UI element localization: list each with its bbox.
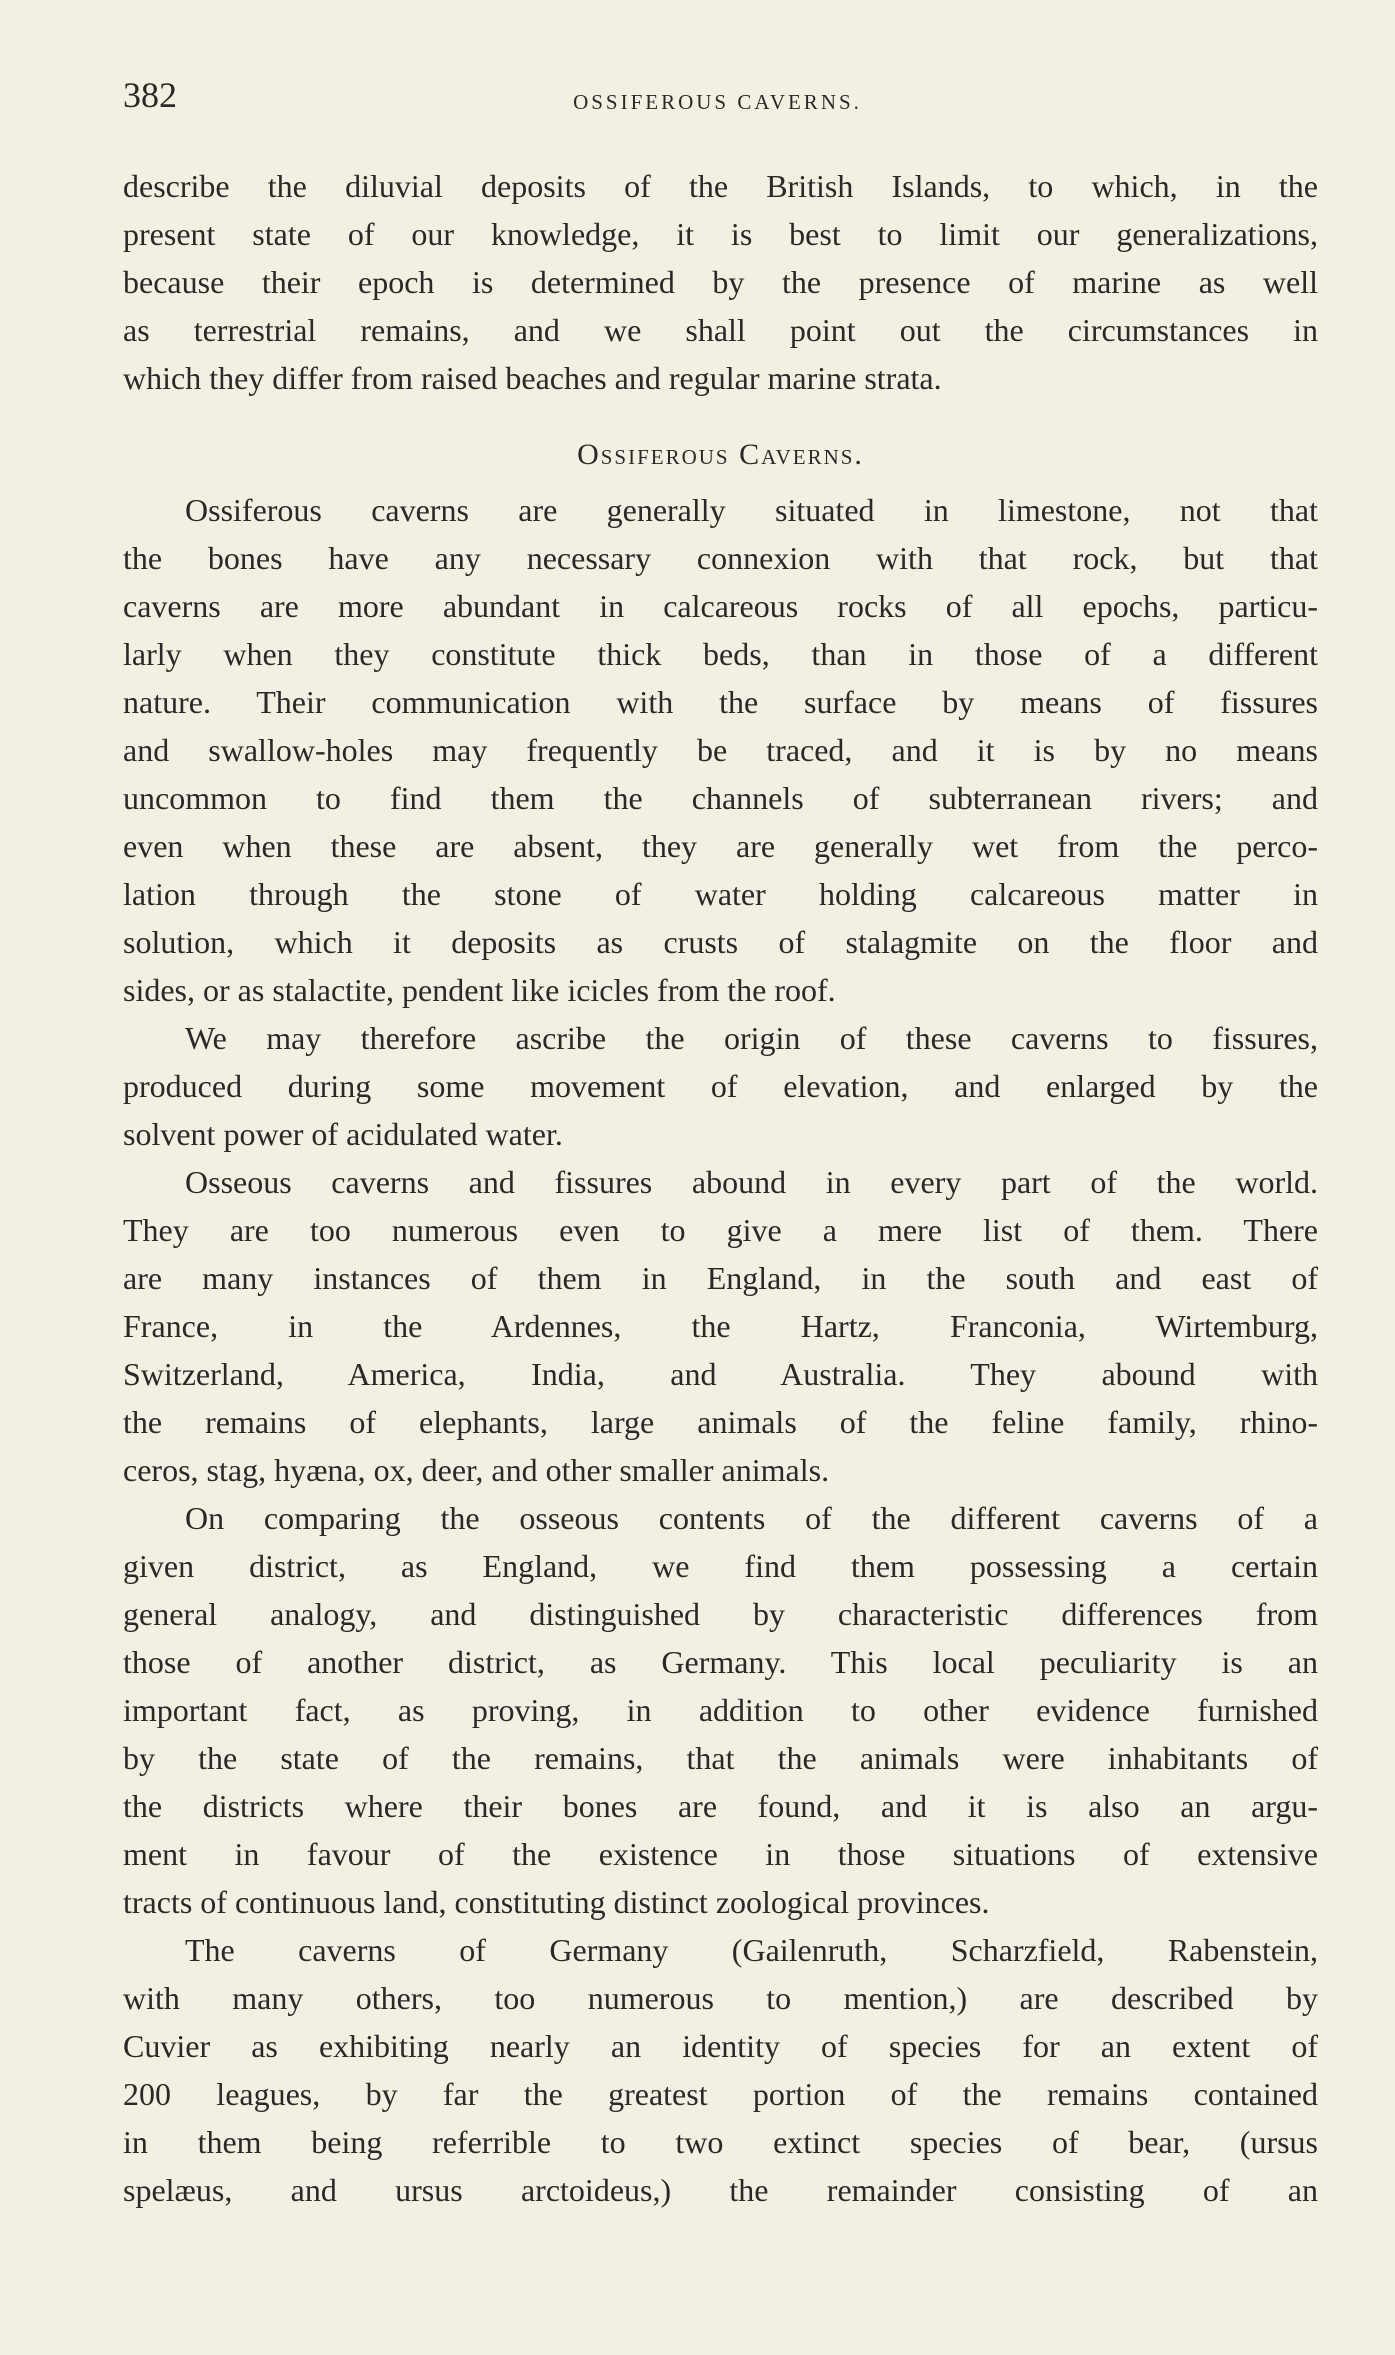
text-line: ceros, stag, hyæna, ox, deer, and other smaller animals. [123, 1452, 830, 1488]
text-line: caverns are more abundant in calcareous rocks of all epochs, particu- [123, 588, 1318, 624]
text-line: 200 leagues, by far the greatest portion of the remains contained [123, 2076, 1318, 2112]
text-line: France, in the Ardennes, the Hartz, Franconia, Wirtemburg, [123, 1308, 1318, 1344]
text-line: given district, as England, we find them possessing a certain [123, 1548, 1318, 1584]
paragraph [123, 1158, 1318, 1494]
text-line: which they differ from raised beaches and regular marine strata. [123, 360, 942, 396]
paragraph [123, 162, 1318, 402]
text-line: lation through the stone of water holding calcareous matter in [123, 876, 1318, 912]
text-line: general analogy, and distinguished by characteristic differences from [123, 1596, 1318, 1632]
paragraph [123, 486, 1318, 1014]
running-title: OSSIFEROUS CAVERNS. [573, 90, 862, 114]
text-line: even when these are absent, they are generally wet from the perco- [123, 828, 1318, 864]
paragraphs [123, 486, 1318, 2214]
text-line: We may therefore ascribe the origin of these caverns to fissures, [185, 1020, 1318, 1056]
text-line: because their epoch is determined by the presence of marine as well [123, 264, 1318, 300]
page-number: 382 [123, 75, 177, 115]
text-line: produced during some movement of elevation, and enlarged by the [123, 1068, 1318, 1104]
text-line: solvent power of acidulated water. [123, 1116, 563, 1152]
text-line: the districts where their bones are found, and it is also an argu- [123, 1788, 1318, 1824]
text-line: On comparing the osseous contents of the different caverns of a [185, 1500, 1318, 1536]
paragraph [123, 1494, 1318, 1926]
text-line: as terrestrial remains, and we shall point out the circumstances in [123, 312, 1318, 348]
text-line: nature. Their communication with the surface by means of fissures [123, 684, 1318, 720]
text-line: the remains of elephants, large animals of the feline family, rhino- [123, 1404, 1318, 1440]
text-line: sides, or as stalactite, pendent like icicles from the roof. [123, 972, 836, 1008]
text-line: by the state of the remains, that the animals were inhabitants of [123, 1740, 1318, 1776]
text-line: Switzerland, America, India, and Australia. They abound with [123, 1356, 1318, 1392]
text-line: those of another district, as Germany. This local peculiarity is an [123, 1644, 1318, 1680]
text-line: are many instances of them in England, in the south and east of [123, 1260, 1318, 1296]
text-line: solution, which it deposits as crusts of stalagmite on the floor and [123, 924, 1318, 960]
text-line: Ossiferous caverns are generally situated in limestone, not that [185, 492, 1318, 528]
text-line: the bones have any necessary connexion with that rock, but that [123, 540, 1318, 576]
text-line: The caverns of Germany (Gailenruth, Scharzfield, Rabenstein, [185, 1932, 1318, 1968]
text-line: Cuvier as exhibiting nearly an identity of species for an extent of [123, 2028, 1318, 2064]
text-line: They are too numerous even to give a mere list of them. There [123, 1212, 1318, 1248]
text-line: ment in favour of the existence in those situations of extensive [123, 1836, 1318, 1872]
text-line: spelæus, and ursus arctoideus,) the remainder consisting of an [123, 2172, 1318, 2208]
text-line: tracts of continuous land, constituting distinct zoological provinces. [123, 1884, 990, 1920]
text-line: Osseous caverns and fissures abound in every part of the world. [185, 1164, 1318, 1200]
text-line: with many others, too numerous to mention,) are described by [123, 1980, 1318, 2016]
page-body [123, 162, 1318, 2214]
text-line: describe the diluvial deposits of the British Islands, to which, in the [123, 168, 1318, 204]
paragraph [123, 1014, 1318, 1158]
text-line: uncommon to find them the channels of subterranean rivers; and [123, 780, 1318, 816]
text-line: and swallow-holes may frequently be traced, and it is by no means [123, 732, 1318, 768]
text-line: in them being referrible to two extinct species of bear, (ursus [123, 2124, 1318, 2160]
section-heading: Ossiferous Caverns. [577, 438, 864, 471]
paragraph [123, 1926, 1318, 2214]
text-line: present state of our knowledge, it is best to limit our generalizations, [123, 216, 1318, 252]
text-line: larly when they constitute thick beds, than in those of a different [123, 636, 1318, 672]
text-line: important fact, as proving, in addition to other evidence furnished [123, 1692, 1318, 1728]
